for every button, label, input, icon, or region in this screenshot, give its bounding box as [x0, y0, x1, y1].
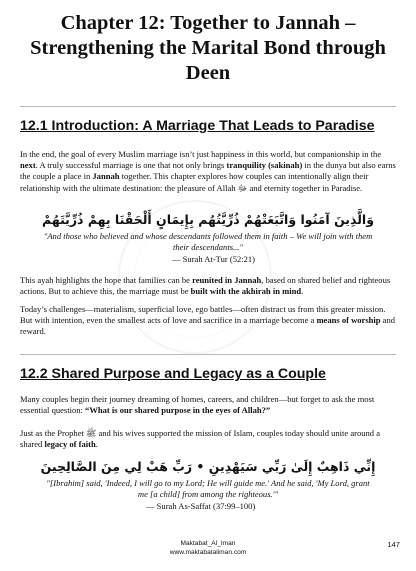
chapter-title: [20, 11, 396, 86]
honorific-glyph: ﷻ: [237, 182, 248, 193]
verse-citation-37-99-100: — Surah As-Saffat (37:99–100): [146, 501, 256, 511]
verse-citation-52-21: — Surah At-Tur (52:21): [172, 254, 256, 264]
verse-arabic-52-21: وَالَّذِينَ آمَنُوا وَاتَّبَعَتْهُمْ ذُرِّيَّتُهُم بِإِيمَانٍ أَلْحَقْنَا بِهِمْ ذُرِّيَّتَهُمْ: [42, 212, 374, 227]
ayah-explanation-paragraph: This ayah highlights the hope that families can be reunited in Jannah, based on shared belief and righteous actions. But to achieve this, the marriage must be built with the akhirah in mind.: [20, 275, 391, 297]
chapter-title-line-2: Strengthening the Marital Bond through: [30, 37, 386, 59]
page-number: 147: [387, 540, 400, 549]
publisher-name: Maktabat_Al_Iman: [180, 540, 236, 547]
challenges-paragraph: Today’s challenges—materialism, superficial love, ego battles—often distract us from this greater mission. But with intention, even the smallest acts of love and sacrifice in a marriage become a means of worship and reward.: [20, 304, 396, 337]
honorific-glyph: ﷺ: [86, 428, 97, 438]
divider: [20, 354, 396, 355]
verse-translation-52-21: "And those who believed and whose descendants followed them in faith – We will join with them their descendants...": [43, 231, 373, 252]
page-footer: [20, 540, 396, 557]
shared-purpose-paragraph: Many couples begin their journey dreaming of homes, careers, and children—but forget to ask the most essential question: “What is our shared purpose in the eyes of Allah?”: [20, 394, 375, 416]
chapter-title-line-3: Deen: [185, 62, 231, 84]
section-heading-12-1: 12.1 Introduction: A Marriage That Leads to Paradise: [20, 118, 375, 134]
chapter-title-line-1: Chapter 12: Together to Jannah –: [60, 12, 356, 34]
divider: [20, 106, 396, 107]
verse-translation-37-99-100: "[Ibrahim] said, 'Indeed, I will go to my Lord; He will guide me.' And he said, 'My Lord, grant me [a child] from among the righteous.'": [46, 478, 370, 499]
publisher-website[interactable]: www.maktabataliman.com: [169, 548, 247, 556]
legacy-paragraph: Just as the Prophet ﷺ and his wives supported the mission of Islam, couples today should unite around a shared legacy of faith.: [20, 428, 380, 450]
section-heading-12-2: 12.2 Shared Purpose and Legacy as a Couple: [20, 366, 326, 382]
intro-paragraph: In the end, the goal of every Muslim marriage isn’t just happiness in this world, but companionship in the next. A truly successful marriage is one that not only brings tranquility (sakinah) in the dunya but also earns the couple a place in Jannah together. This chapter explores how couples can intentionally align their relationship with the ultimate destination: the pleasure of Allah ﷻ and eternity together in Paradise.: [20, 149, 396, 193]
verse-arabic-37-99-100: إِنِّي ذَاهِبٌ إِلَىٰ رَبِّي سَيَهْدِينِ • رَبِّ هَبْ لِي مِنَ الصَّالِحِينَ: [40, 459, 376, 474]
